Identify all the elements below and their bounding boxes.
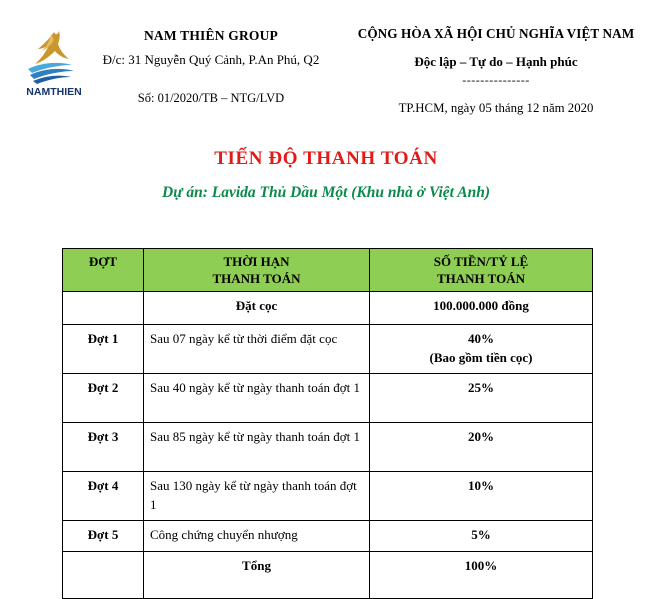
table-row [63, 325, 593, 374]
column-header-amount-line2: THANH TOÁN [436, 271, 525, 286]
cell-term: Sau 40 ngày kể từ ngày thanh toán đợt 1 [144, 374, 370, 423]
document-header [0, 0, 652, 128]
table-row [63, 472, 593, 521]
cell-amount-value: 40% [468, 331, 494, 346]
cell-amount: 25% [370, 374, 593, 423]
table-row [63, 521, 593, 552]
cell-installment: Đợt 1 [63, 325, 144, 374]
cell-amount: 100% [370, 552, 593, 599]
cell-amount: 100.000.000 đồng [370, 292, 593, 325]
cell-installment: Đợt 2 [63, 374, 144, 423]
project-subtitle: Dự án: Lavida Thủ Dầu Một (Khu nhà ở Việt Anh) [162, 184, 490, 201]
cell-installment: Đợt 5 [63, 521, 144, 552]
table-header-row [63, 249, 593, 292]
company-name: NAM THIÊN GROUP [143, 28, 278, 43]
page-title: TIẾN ĐỘ THANH TOÁN [214, 148, 438, 169]
cell-installment [63, 292, 144, 325]
national-title: CỘNG HÒA XÃ HỘI CHỦ NGHĨA VIỆT NAM [357, 26, 635, 41]
payment-schedule-table-wrapper [62, 248, 592, 599]
cell-term: Công chứng chuyển nhượng [144, 521, 370, 552]
table-row-total [63, 552, 593, 599]
cell-term: Đặt cọc [144, 292, 370, 325]
column-header-installment-line1: ĐỢT [88, 254, 118, 269]
column-header-term [144, 249, 370, 292]
column-header-term-line2: THANH TOÁN [212, 271, 301, 286]
cell-amount: 5% [370, 521, 593, 552]
cell-installment [63, 552, 144, 599]
table-row [63, 423, 593, 472]
column-header-amount-line1: SỐ TIỀN/TỶ LỆ [433, 254, 529, 269]
table-header [63, 249, 593, 292]
column-header-installment [63, 249, 144, 292]
cell-amount-note: (Bao gồm tiền cọc) [429, 350, 533, 365]
table-row [63, 292, 593, 325]
motto-separator: --------------- [462, 73, 530, 87]
cell-amount [370, 325, 593, 374]
table-body [63, 292, 593, 599]
table-row [63, 374, 593, 423]
cell-installment: Đợt 3 [63, 423, 144, 472]
state-heading-block [342, 24, 650, 118]
document-reference-number: Số: 01/2020/TB – NTG/LVD [137, 91, 285, 105]
company-info-block [86, 26, 336, 108]
place-and-date: TP.HCM, ngày 05 tháng 12 năm 2020 [398, 101, 594, 115]
company-address: Đ/c: 31 Nguyễn Quý Cảnh, P.An Phú, Q2 [102, 52, 320, 67]
cell-term: Tổng [144, 552, 370, 599]
national-motto: Độc lập – Tự do – Hạnh phúc [414, 54, 578, 69]
namthien-logo-icon [14, 22, 94, 98]
cell-term: Sau 85 ngày kể từ ngày thanh toán đợt 1 [144, 423, 370, 472]
cell-amount: 10% [370, 472, 593, 521]
column-header-term-line1: THỜI HẠN [223, 254, 290, 269]
payment-schedule-table [62, 248, 593, 599]
cell-amount: 20% [370, 423, 593, 472]
column-header-amount [370, 249, 593, 292]
cell-term: Sau 130 ngày kể từ ngày thanh toán đợt 1 [144, 472, 370, 521]
logo-bird-shape [35, 31, 69, 64]
company-logo [14, 22, 94, 98]
cell-installment: Đợt 4 [63, 472, 144, 521]
logo-wordmark: NAMTHIEN [26, 86, 82, 98]
cell-term: Sau 07 ngày kể từ thời điểm đặt cọc [144, 325, 370, 374]
